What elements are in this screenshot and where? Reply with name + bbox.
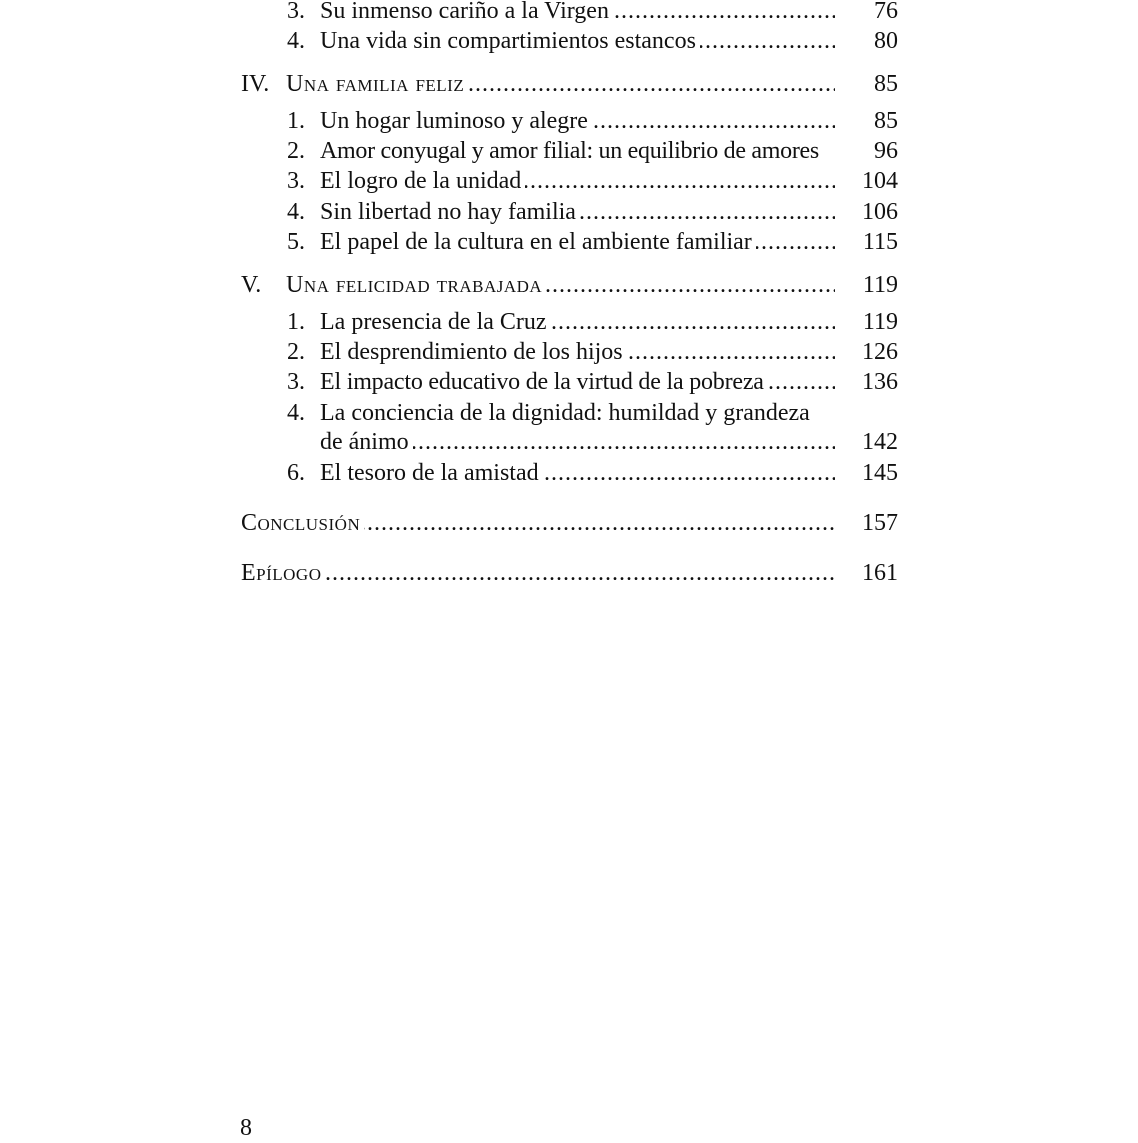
entry-number: 4.: [287, 400, 305, 426]
entry-title: Una vida sin compartimientos estancos: [320, 28, 700, 54]
entry-page: 161: [862, 560, 898, 586]
toc-entry[interactable]: [287, 458, 898, 488]
page-number: 8: [240, 1115, 252, 1141]
entry-page: 104: [862, 168, 898, 194]
entry-title-leader: [320, 0, 835, 26]
entry-number: 6.: [287, 460, 305, 486]
toc-entry[interactable]: [287, 0, 898, 26]
toc-entry[interactable]: [287, 197, 898, 227]
entry-title-leader: [241, 508, 835, 538]
toc-section[interactable]: [241, 558, 898, 588]
entry-title-leader: [320, 227, 835, 257]
entry-title: La presencia de la Cruz: [320, 309, 551, 335]
entry-number: 1.: [287, 309, 305, 335]
entry-page: 119: [862, 309, 898, 335]
entry-title: Su inmenso cariño a la Virgen: [320, 0, 613, 24]
entry-number: 5.: [287, 229, 305, 255]
entry-title: El impacto educativo de la virtud de la pobreza: [320, 369, 768, 395]
entry-title-leader: [320, 307, 835, 337]
entry-title-leader: [286, 270, 835, 300]
entry-title-leader: [320, 337, 835, 367]
entry-title-leader: [320, 26, 835, 56]
section-title: Epílogo: [241, 560, 326, 586]
chapter-number: IV.: [241, 71, 270, 97]
entry-title-leader: [286, 69, 835, 99]
entry-number: 4.: [287, 199, 305, 225]
entry-title: Un hogar luminoso y alegre: [320, 108, 592, 134]
entry-page: 157: [862, 510, 898, 536]
toc-chapter[interactable]: [241, 69, 898, 99]
entry-title: Sin libertad no hay familia: [320, 199, 580, 225]
entry-number: 2.: [287, 339, 305, 365]
entry-title-leader: [320, 398, 840, 428]
entry-title: El logro de la unidad: [320, 168, 525, 194]
chapter-title: Una felicidad trabajada: [286, 272, 546, 298]
section-title: Conclusión: [241, 510, 364, 536]
toc-entry[interactable]: [287, 227, 898, 257]
entry-title-leader: [320, 166, 835, 196]
entry-title-leader: [320, 106, 835, 136]
entry-title: de ánimo: [320, 429, 413, 455]
entry-page: 115: [862, 229, 898, 255]
entry-page: 106: [862, 199, 898, 225]
entry-title: El papel de la cultura en el ambiente familiar: [320, 229, 756, 255]
entry-page: 126: [862, 339, 898, 365]
entry-number: 4.: [287, 28, 305, 54]
entry-page: 80: [874, 28, 898, 54]
entry-title-leader: [320, 136, 840, 166]
entry-title: La conciencia de la dignidad: humildad y grandeza: [320, 400, 814, 426]
dot-leader: [241, 558, 835, 588]
entry-page: 119: [862, 272, 898, 298]
entry-number: 3.: [287, 168, 305, 194]
chapter-title: Una familia feliz: [286, 71, 468, 97]
toc-section[interactable]: [241, 508, 898, 538]
entry-title: El desprendimiento de los hijos: [320, 339, 627, 365]
entry-page: 142: [862, 429, 898, 455]
toc-entry[interactable]: [287, 337, 898, 367]
entry-number: 1.: [287, 108, 305, 134]
toc-entry[interactable]: [287, 106, 898, 136]
entry-number: 2.: [287, 138, 305, 164]
entry-title-leader: [241, 558, 835, 588]
entry-title-leader: [320, 427, 835, 457]
entry-title: El tesoro de la amistad: [320, 460, 543, 486]
toc-entry-continuation[interactable]: [287, 427, 898, 457]
entry-number: 3.: [287, 0, 305, 24]
entry-title-leader: [320, 367, 835, 397]
chapter-number: V.: [241, 272, 262, 298]
toc-entry[interactable]: [287, 398, 898, 428]
toc-chapter[interactable]: [241, 270, 898, 300]
entry-page: 85: [874, 71, 898, 97]
toc-entry[interactable]: [287, 307, 898, 337]
entry-title: Amor conyugal y amor filial: un equilibrio de amores: [320, 138, 819, 164]
entry-page: 145: [862, 460, 898, 486]
entry-title-leader: [320, 458, 835, 488]
entry-page: 136: [862, 369, 898, 395]
entry-page: 76: [874, 0, 898, 24]
toc-entry[interactable]: [287, 136, 898, 166]
entry-page: 85: [874, 108, 898, 134]
toc-entry[interactable]: [287, 166, 898, 196]
toc-entry[interactable]: [287, 367, 898, 397]
entry-title-leader: [320, 197, 835, 227]
entry-number: 3.: [287, 369, 305, 395]
toc-entry[interactable]: [287, 26, 898, 56]
entry-page: 96: [874, 138, 898, 164]
